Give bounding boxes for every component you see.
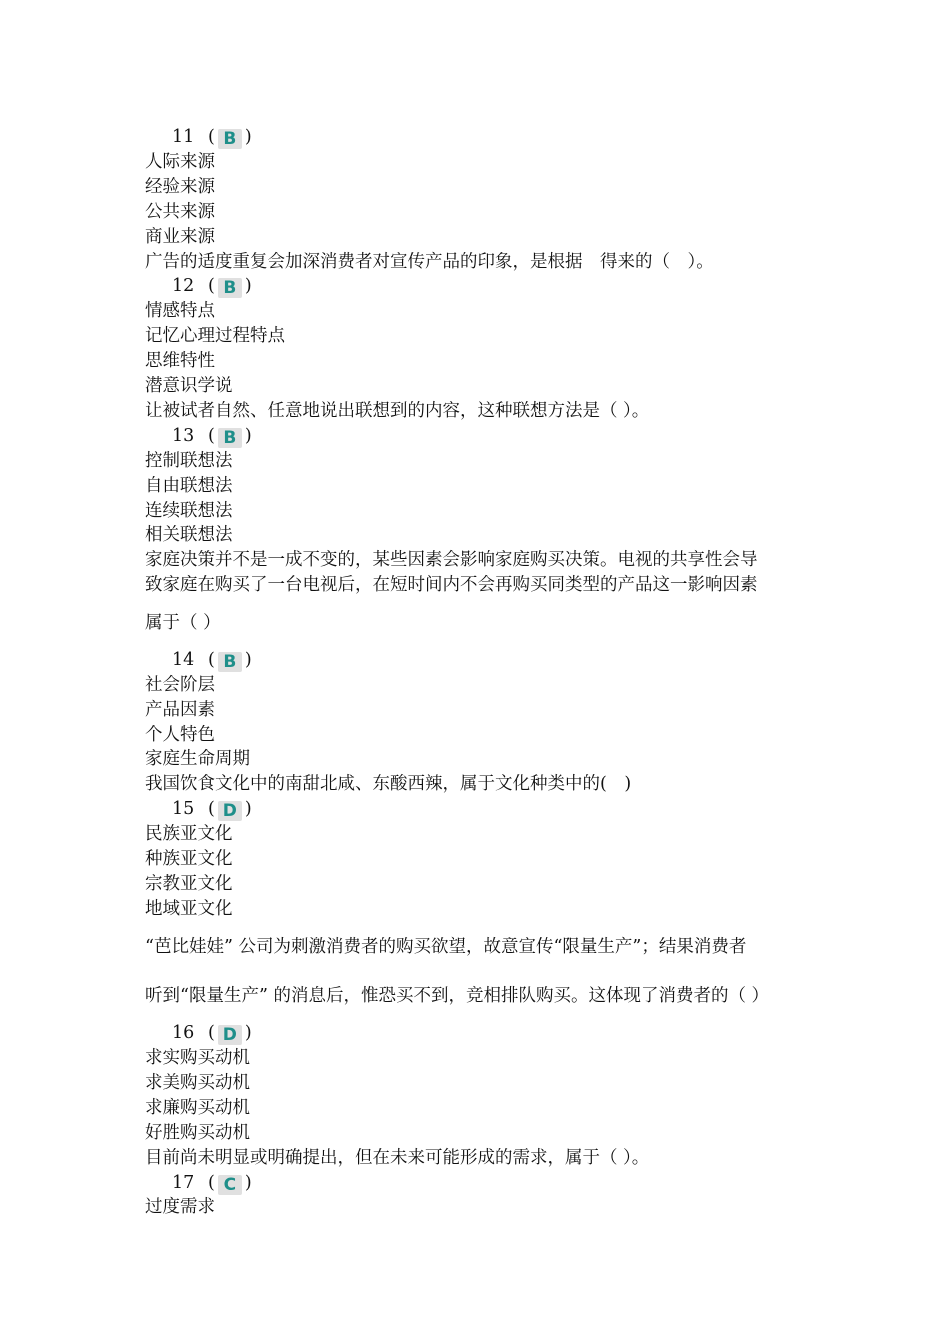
option-text: 经验来源: [145, 177, 215, 197]
question-number: 11: [172, 127, 195, 147]
question-number-row: 11 ( B ): [172, 127, 252, 149]
question-stem: 让被试者自然、任意地说出联想到的内容，这种联想方法是（ ）。: [145, 401, 650, 421]
answer-badge: B: [218, 129, 242, 149]
question-number: 12: [172, 276, 195, 296]
option-text: 民族亚文化: [145, 824, 233, 844]
answer-badge: D: [218, 801, 242, 821]
question-stem: 家庭决策并不是一成不变的，某些因素会影响家庭购买决策。电视的共享性会导: [145, 550, 758, 570]
option-text: 相关联想法: [145, 525, 233, 545]
question-stem: 我国饮食文化中的南甜北咸、东酸西辣，属于文化种类中的( ): [145, 774, 632, 794]
option-text: 人际来源: [145, 152, 215, 172]
option-text: 社会阶层: [145, 675, 215, 695]
option-text: 商业来源: [145, 227, 215, 247]
question-number-row: 12 ( B ): [172, 276, 252, 298]
question-stem: 目前尚未明显或明确提出，但在未来可能形成的需求，属于（ ）。: [145, 1148, 650, 1168]
question-number: 17: [172, 1173, 195, 1193]
question-number: 13: [172, 426, 195, 446]
answer-badge: D: [218, 1025, 242, 1045]
question-stem: 致家庭在购买了一台电视后，在短时间内不会再购买同类型的产品这一影响因素: [145, 575, 758, 595]
option-text: 思维特性: [145, 351, 215, 371]
question-stem: 听到“限量生产” 的消息后，惟恐买不到，竞相排队购买。这体现了消费者的（ ）: [145, 986, 770, 1006]
option-text: 记忆心理过程特点: [145, 326, 285, 346]
option-text: 产品因素: [145, 700, 215, 720]
question-number: 15: [172, 799, 195, 819]
option-text: 求美购买动机: [145, 1073, 250, 1093]
option-text: 求实购买动机: [145, 1048, 250, 1068]
question-stem: 属于（ ）: [145, 613, 221, 633]
question-number-row: 13 ( B ): [172, 426, 252, 448]
option-text: 自由联想法: [145, 476, 233, 496]
option-text: 好胜购买动机: [145, 1123, 250, 1143]
option-text: 家庭生命周期: [145, 749, 250, 769]
question-number-row: 14 ( B ): [172, 650, 252, 672]
question-stem: “芭比娃娃” 公司为刺激消费者的购买欲望，故意宣传“限量生产”；结果消费者: [145, 937, 747, 957]
answer-badge: B: [218, 652, 242, 672]
option-text: 个人特色: [145, 725, 215, 745]
answer-badge: B: [218, 428, 242, 448]
option-text: 公共来源: [145, 202, 215, 222]
answer-badge: B: [218, 278, 242, 298]
question-number-row: 17 ( C ): [172, 1173, 252, 1195]
option-text: 潜意识学说: [145, 376, 233, 396]
option-text: 求廉购买动机: [145, 1098, 250, 1118]
answer-badge: C: [218, 1175, 242, 1195]
option-text: 控制联想法: [145, 451, 233, 471]
question-number-row: 15 ( D ): [172, 799, 252, 821]
option-text: 连续联想法: [145, 501, 233, 521]
option-text: 地域亚文化: [145, 899, 233, 919]
option-text: 宗教亚文化: [145, 874, 233, 894]
option-text: 情感特点: [145, 301, 215, 321]
option-text: 过度需求: [145, 1197, 215, 1217]
question-number-row: 16 ( D ): [172, 1023, 252, 1045]
question-number: 14: [172, 650, 195, 670]
question-number: 16: [172, 1023, 195, 1043]
question-stem: 广告的适度重复会加深消费者对宣传产品的印象，是根据 得来的（ ）。: [145, 252, 714, 272]
option-text: 种族亚文化: [145, 849, 233, 869]
